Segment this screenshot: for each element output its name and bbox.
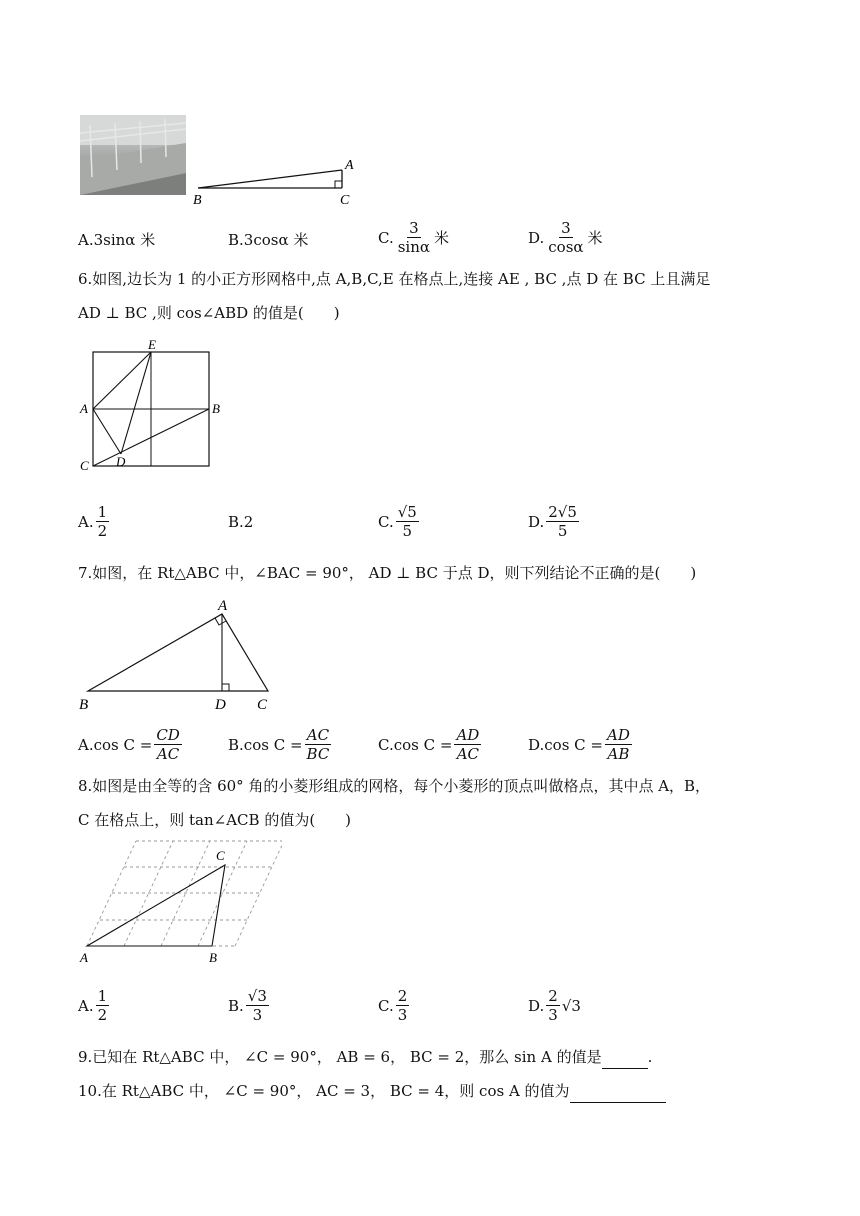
label-c: C: [80, 458, 89, 473]
q8-stem-line2: C 在格点上，则 tan∠ACB 的值为( ): [78, 811, 352, 829]
fraction: $\frac{2√5}{5}$: [548, 503, 577, 540]
fraction: $\frac{3}{\sin\alpha}$: [397, 219, 431, 256]
answer-blank[interactable]: [570, 1080, 666, 1103]
q6-stem-line2: AD ⊥ BC ,则 cos∠ABD 的值是( ): [78, 304, 340, 322]
fraction: $\frac{√3}{3}$: [247, 987, 267, 1024]
q5-option-c[interactable]: C. $\frac{3}{\sin\alpha}$ 米: [378, 219, 450, 256]
q6-option-b[interactable]: B. 2: [228, 513, 254, 531]
fraction: $\frac{1}{2}$: [97, 503, 108, 540]
fraction: $\frac{AC}{BC}$: [306, 726, 330, 763]
q7-option-d[interactable]: D. cos C = $\frac{AD}{AB}$: [528, 726, 630, 763]
q8-rhombus-grid-figure: [72, 838, 282, 968]
label-a: A: [80, 950, 88, 965]
q9-stem: 9.已知在 Rt△ABC 中， ∠C = 90°， AB = 6， BC = 2，那么 sin A 的值是 .: [78, 1046, 798, 1069]
label-c: C: [340, 193, 350, 208]
ramp-triangle-figure: [190, 150, 360, 210]
fraction: $\frac{1}{2}$: [97, 987, 108, 1024]
q5-option-d[interactable]: D. $\frac{3}{\cos\alpha}$ 米: [528, 219, 603, 256]
label-c: C: [216, 848, 225, 863]
q7-option-c[interactable]: C. cos C = $\frac{AD}{AC}$: [378, 726, 480, 763]
q5-option-a[interactable]: A. 3sinα 米: [78, 230, 156, 249]
label-b: B: [209, 950, 217, 965]
fraction: $\frac{3}{\cos\alpha}$: [548, 219, 584, 256]
fraction: $\frac{AD}{AC}$: [456, 726, 480, 763]
q6-stem-line1: 6.如图,边长为 1 的小正方形网格中,点 A,B,C,E 在格点上,连接 AE , BC ,点 D 在 BC 上且满足: [78, 270, 711, 288]
q7-stem-line1: 7.如图，在 Rt△ABC 中，∠BAC = 90°， AD ⊥ BC 于点 D，则下列结论不正确的是( ): [78, 564, 697, 582]
q8-option-c[interactable]: C. $\frac{2}{3}$: [378, 987, 408, 1024]
q5-option-b[interactable]: B. 3cosα 米: [228, 230, 309, 249]
label-b: B: [79, 697, 89, 713]
fraction: $\frac{√5}{5}$: [397, 503, 417, 540]
q7-option-b[interactable]: B. cos C = $\frac{AC}{BC}$: [228, 726, 330, 763]
label-e: E: [148, 338, 156, 352]
fraction: $\frac{AD}{AB}$: [606, 726, 630, 763]
fraction: $\frac{2}{3}$: [397, 987, 408, 1024]
label-b: B: [212, 401, 220, 416]
q8-option-b[interactable]: B. $\frac{√3}{3}$: [228, 987, 267, 1024]
fraction: $\frac{CD}{AC}$: [156, 726, 180, 763]
label-a: A: [345, 158, 354, 173]
q10-stem: 10.在 Rt△ABC 中， ∠C = 90°， AC = 3， BC = 4，则 cos A 的值为: [78, 1080, 798, 1103]
fraction: $\frac{2}{3}$: [548, 987, 558, 1024]
q8-option-a[interactable]: A. $\frac{1}{2}$: [78, 987, 108, 1024]
q7-option-a[interactable]: A. cos C = $\frac{CD}{AC}$: [78, 726, 180, 763]
q7-triangle-figure: [74, 594, 284, 714]
q8-option-d[interactable]: D. $\frac{2}{3}$ √3: [528, 987, 581, 1024]
label-d: D: [215, 697, 226, 713]
label-d: D: [116, 454, 126, 469]
q6-grid-figure: [76, 338, 226, 473]
label-b: B: [193, 193, 202, 208]
label-a: A: [80, 401, 88, 416]
q6-option-c[interactable]: C. $\frac{√5}{5}$: [378, 503, 417, 540]
q8-stem-line1: 8.如图是由全等的含 60° 角的小菱形组成的网格，每个小菱形的顶点叫做格点，其中点 A，B，: [78, 777, 711, 795]
q6-option-a[interactable]: A. $\frac{1}{2}$: [78, 503, 108, 540]
answer-blank[interactable]: [602, 1046, 648, 1069]
q6-option-d[interactable]: D. $\frac{2√5}{5}$: [528, 503, 577, 540]
label-c: C: [257, 697, 268, 713]
ramp-photo: [80, 115, 186, 195]
label-a: A: [218, 598, 228, 614]
